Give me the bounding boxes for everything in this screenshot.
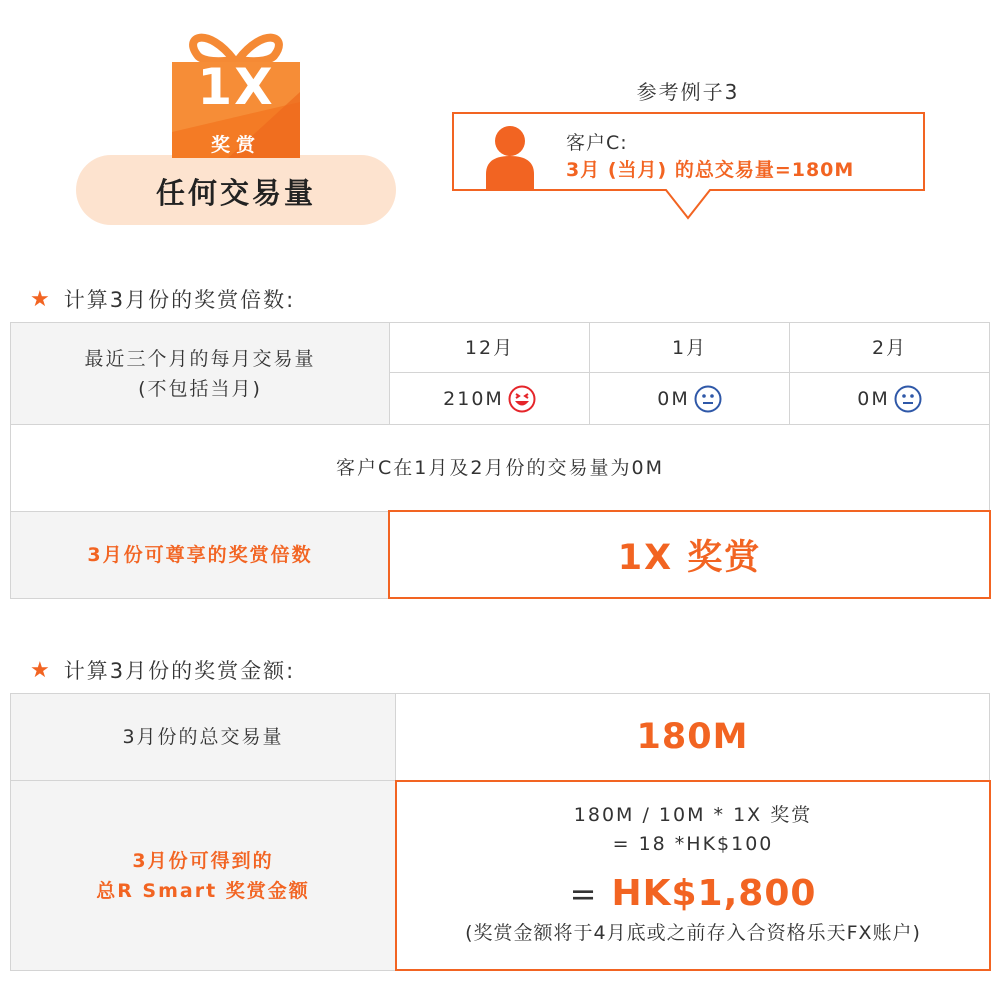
example-title: 参考例子3 — [636, 80, 740, 104]
total-volume-value: 180M — [636, 717, 749, 757]
reward-amount-label: 3月份可得到的 总R Smart 奖赏金额 — [11, 781, 395, 970]
customer-name: 客户C: — [566, 132, 628, 154]
badge-pill-text: 任何交易量 — [155, 176, 316, 210]
divider — [389, 323, 390, 424]
section1-heading — [30, 284, 295, 314]
divider — [390, 372, 989, 373]
month-volume: 210M — [443, 387, 504, 410]
neutral-face-icon — [694, 385, 722, 413]
star-icon: ★ — [30, 657, 52, 683]
month-volume: 0M — [657, 387, 690, 410]
happy-face-icon — [508, 385, 536, 413]
calc-line: = 18 *HK$100 — [612, 833, 774, 855]
total-volume-label: 3月份的总交易量 — [11, 694, 395, 780]
volume-note: 客户C在1月及2月份的交易量为0M — [336, 457, 664, 479]
neutral-face-icon — [894, 385, 922, 413]
section1-heading-text: 计算3月份的奖赏倍数: — [63, 288, 296, 312]
gift-multiplier: 1X — [197, 58, 275, 116]
divider — [395, 694, 396, 780]
divider — [589, 323, 590, 424]
reward-result — [395, 872, 991, 922]
gift-word: 奖赏 — [210, 134, 261, 156]
month-volume-cell — [590, 373, 789, 424]
month-volume: 0M — [857, 387, 890, 410]
multiplier-result-value: 1X 奖赏 — [617, 537, 762, 578]
divider — [789, 323, 790, 424]
month-volume-cell — [390, 373, 589, 424]
month-header: 2月 — [871, 336, 908, 359]
recent-months-label: 最近三个月的每月交易量 (不包括当月) — [11, 323, 389, 424]
month-header: 1月 — [671, 336, 708, 359]
star-icon: ★ — [30, 286, 52, 312]
reward-footnote: (奖赏金额将于4月底或之前存入合资格乐天FX账户) — [465, 922, 921, 944]
customer-volume: 3月 (当月) 的总交易量=180M — [566, 159, 855, 181]
month-header: 12月 — [464, 336, 515, 359]
reward-calculation — [395, 801, 991, 859]
section2-heading — [30, 655, 295, 685]
reward-amount: HK$1,800 — [611, 873, 817, 914]
equals-sign: = — [569, 875, 597, 913]
month-volume-cell — [790, 373, 989, 424]
calc-line: 180M / 10M * 1X 奖赏 — [573, 804, 813, 826]
multiplier-result-label: 3月份可尊享的奖赏倍数 — [11, 512, 389, 598]
section2-heading-text: 计算3月份的奖赏金额: — [63, 659, 296, 683]
